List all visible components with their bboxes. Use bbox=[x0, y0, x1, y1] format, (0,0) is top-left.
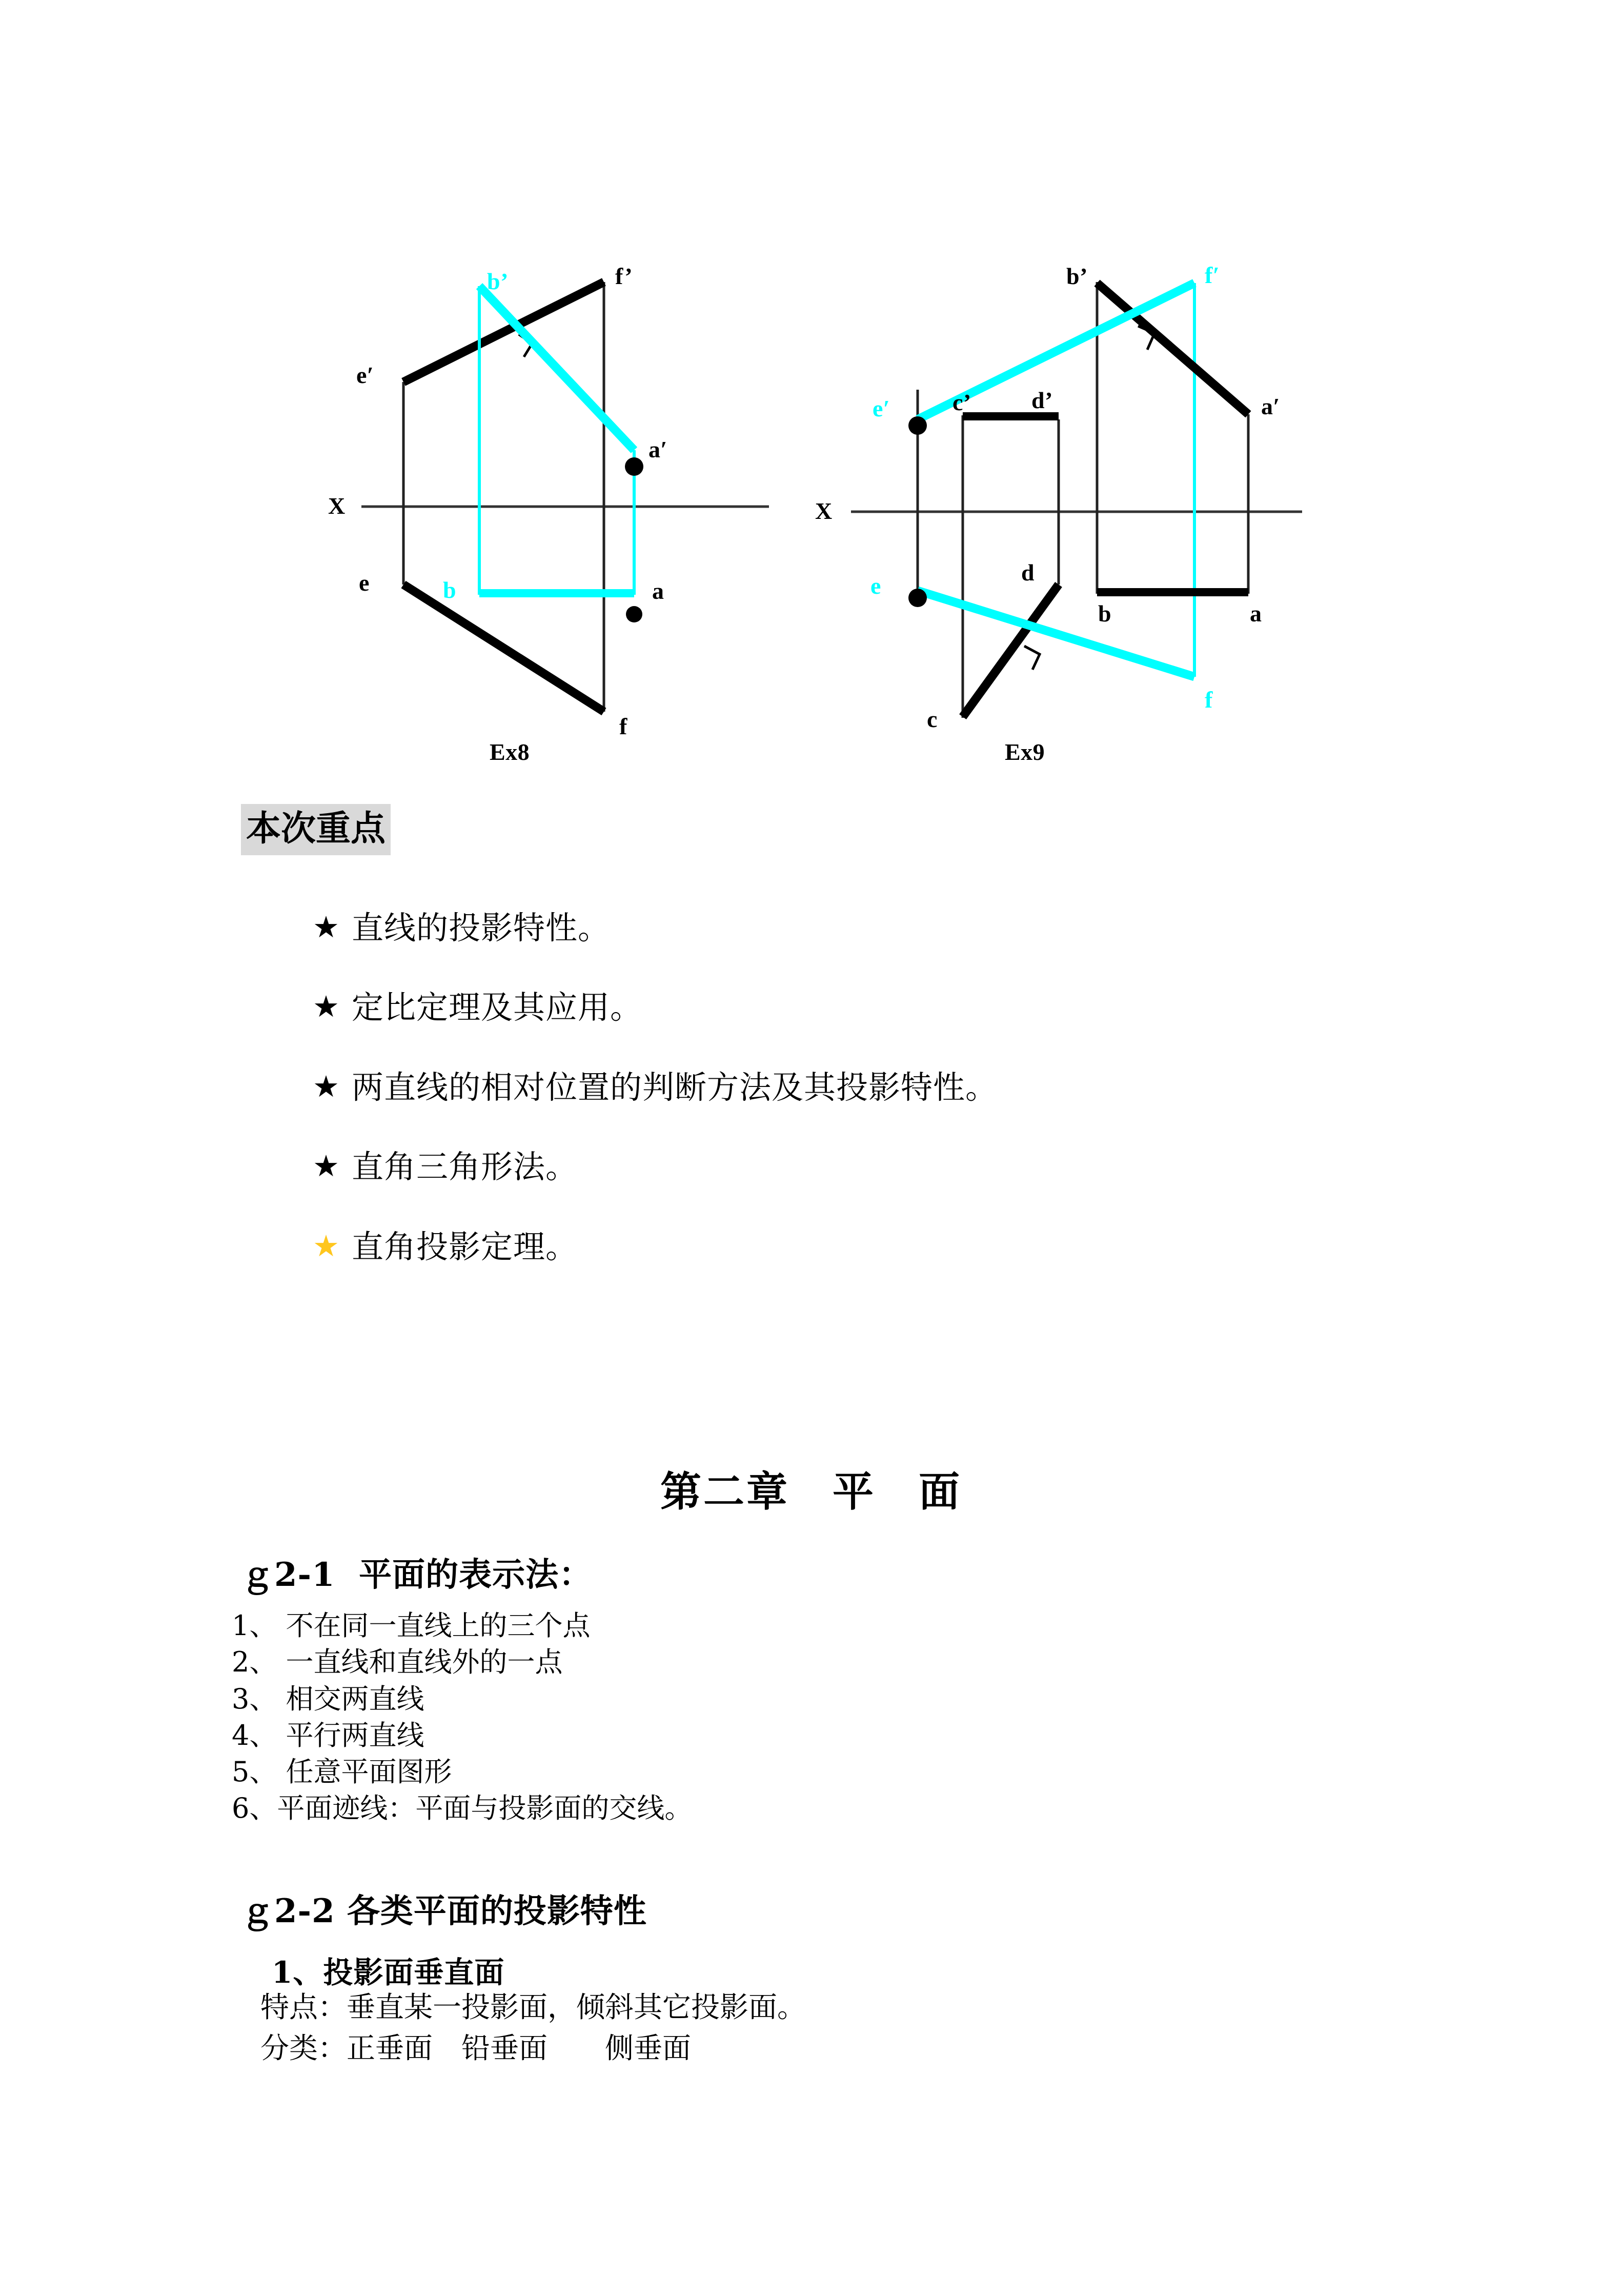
ex9-label-c: c bbox=[927, 706, 938, 732]
star-icon: ★ bbox=[313, 989, 339, 1024]
ex9-label-b-prime: b’ bbox=[1066, 263, 1088, 289]
ex8-drawing bbox=[308, 226, 769, 769]
subsection-heading: 1、投影面垂直面 bbox=[272, 1955, 505, 1990]
ex8-label-f: f bbox=[619, 713, 627, 739]
list-item: 4、 平行两直线 bbox=[232, 1719, 424, 1751]
ex9-label-f-prime: f′ bbox=[1205, 262, 1220, 288]
list-item bbox=[313, 1070, 1492, 1105]
list-item bbox=[313, 990, 1492, 1025]
ex9-caption: Ex9 bbox=[1005, 739, 1045, 765]
ex9-label-d: d bbox=[1021, 559, 1035, 586]
key-points-list bbox=[313, 910, 1492, 1308]
ex9-drawing bbox=[810, 226, 1323, 769]
key-point-text: 定比定理及其应用。 bbox=[352, 989, 643, 1026]
feature-line: 特点：垂直某一投影面，倾斜其它投影面。 bbox=[260, 1991, 806, 2024]
list-item: 2、 一直线和直线外的一点 bbox=[232, 1646, 563, 1679]
ex9-label-e-prime: e′ bbox=[873, 395, 890, 421]
ex9-label-a: a bbox=[1250, 600, 1262, 627]
ex8-label-f-prime: f’ bbox=[615, 263, 633, 289]
star-icon-gold: ★ bbox=[313, 1228, 339, 1263]
ex9-label-c-prime: c’ bbox=[952, 389, 971, 415]
ex9-label-a-prime: a′ bbox=[1261, 393, 1280, 419]
list-item bbox=[313, 910, 1492, 945]
list-item: 6、平面迹线：平面与投影面的交线。 bbox=[232, 1792, 693, 1825]
list-item bbox=[313, 1229, 1492, 1264]
key-point-text: 直角三角形法。 bbox=[352, 1148, 578, 1186]
list-item bbox=[313, 1149, 1492, 1184]
ex9-label-e: e bbox=[870, 573, 881, 599]
classification-line: 分类：正垂面 铅垂面 侧垂面 bbox=[260, 2032, 691, 2065]
figure-ex8 bbox=[308, 226, 769, 769]
section-heading-2-2: ｇ2-2 各类平面的投影特性 bbox=[241, 1892, 647, 1930]
ex9-label-f: f bbox=[1205, 687, 1213, 713]
ex8-label-b-prime: b’ bbox=[487, 268, 509, 294]
list-item: 3、 相交两直线 bbox=[232, 1682, 424, 1715]
section-2-1-list bbox=[232, 1607, 1360, 1827]
figure-ex9 bbox=[810, 226, 1323, 769]
ex8-caption: Ex8 bbox=[490, 739, 530, 765]
ex9-label-b: b bbox=[1098, 600, 1112, 627]
ex9-label-d-prime: d’ bbox=[1031, 387, 1053, 413]
key-point-text: 两直线的相对位置的判断方法及其投影特性。 bbox=[352, 1068, 998, 1106]
ex8-label-e-prime: e′ bbox=[356, 362, 374, 388]
star-icon: ★ bbox=[313, 1069, 339, 1104]
ex8-label-a-prime: a′ bbox=[648, 436, 667, 462]
ex8-label-b: b bbox=[443, 577, 457, 603]
star-icon: ★ bbox=[313, 910, 339, 944]
ex8-label-a: a bbox=[652, 578, 664, 604]
list-item: 1、 不在同一直线上的三个点 bbox=[232, 1609, 591, 1642]
ex8-axis-label: X bbox=[328, 493, 346, 519]
chapter-title: 第二章 平 面 bbox=[660, 1467, 962, 1516]
key-point-text: 直角投影定理。 bbox=[352, 1227, 578, 1265]
star-icon: ★ bbox=[313, 1149, 339, 1184]
list-item: 5、 任意平面图形 bbox=[232, 1756, 452, 1788]
ex8-label-e: e bbox=[359, 570, 370, 596]
key-points-heading: 本次重点 bbox=[241, 804, 391, 855]
key-point-text: 直线的投影特性。 bbox=[352, 909, 611, 946]
section-heading-2-1: ｇ2-1 平面的表示法： bbox=[241, 1556, 593, 1594]
ex9-axis-label: X bbox=[815, 498, 833, 524]
figures-row bbox=[0, 226, 1622, 769]
